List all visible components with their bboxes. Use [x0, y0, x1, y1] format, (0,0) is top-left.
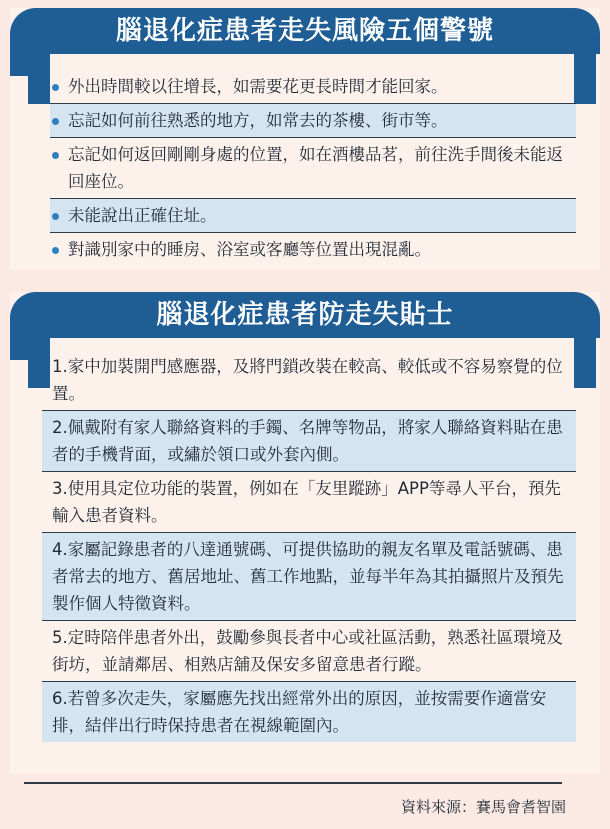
- bullet-dot-icon: [52, 84, 59, 91]
- list-item: 2.佩戴附有家人聯絡資料的手鐲、名牌等物品，將家人聯絡資料貼在患者的手機背面，或繡於領口或外套內側。: [42, 411, 576, 472]
- list-item: 忘記如何前往熟悉的地方，如常去的茶樓、街市等。: [50, 104, 576, 138]
- list-item: 忘記如何返回剛剛身處的位置，如在酒樓品茗，前往洗手間後未能返回座位。: [50, 138, 576, 199]
- banner-fold-right: [574, 338, 596, 388]
- bullet-dot-icon: [52, 247, 59, 254]
- warning-signs-panel: [10, 8, 600, 270]
- list-item: 外出時間較以往增長，如需要花更長時間才能回家。: [50, 70, 576, 104]
- bullet-dot-icon: [52, 213, 59, 220]
- banner-fold-left: [28, 54, 50, 104]
- list-item: 5.定時陪伴患者外出，鼓勵參與長者中心或社區活動，熟悉社區環境及街坊，並請鄰居、相熟店舖及保安多留意患者行蹤。: [42, 621, 576, 682]
- list-item: 6.若曾多次走失，家屬應先找出經常外出的原因，並按需要作適當安排，結伴出行時保持患者在視線範圍內。: [42, 682, 576, 742]
- list-item: 未能說出正確住址。: [50, 199, 576, 233]
- bullet-dot-icon: [52, 152, 59, 159]
- list-item: 3.使用具定位功能的裝置，例如在「友里蹤跡」APP等尋人平台，預先輸入患者資料。: [42, 472, 576, 533]
- list-item: 4.家屬記錄患者的八達通號碼、可提供協助的親友名單及電話號碼、患者常去的地方、舊居地址、舊工作地點，並每半年為其拍攝照片及預先製作個人特徵資料。: [42, 533, 576, 621]
- warning-signs-header: [10, 8, 600, 74]
- prevention-tips-header: [10, 292, 600, 358]
- bullet-dot-icon: [52, 118, 59, 125]
- prevention-tips-title: 腦退化症患者防走失貼士: [10, 292, 600, 338]
- warning-signs-list: [50, 70, 576, 266]
- footer-divider: [24, 782, 562, 784]
- source-credit: 資料來源：賽馬會耆智園: [400, 798, 566, 816]
- banner-fold-right: [574, 54, 596, 104]
- list-item: 1.家中加裝開門感應器，及將門鎖改裝在較高、較低或不容易察覺的位置。: [42, 350, 576, 411]
- list-item: 對識別家中的睡房、浴室或客廳等位置出現混亂。: [50, 233, 576, 266]
- warning-signs-title: 腦退化症患者走失風險五個警號: [10, 8, 600, 54]
- prevention-tips-list: [42, 350, 576, 742]
- prevention-tips-panel: [10, 292, 600, 774]
